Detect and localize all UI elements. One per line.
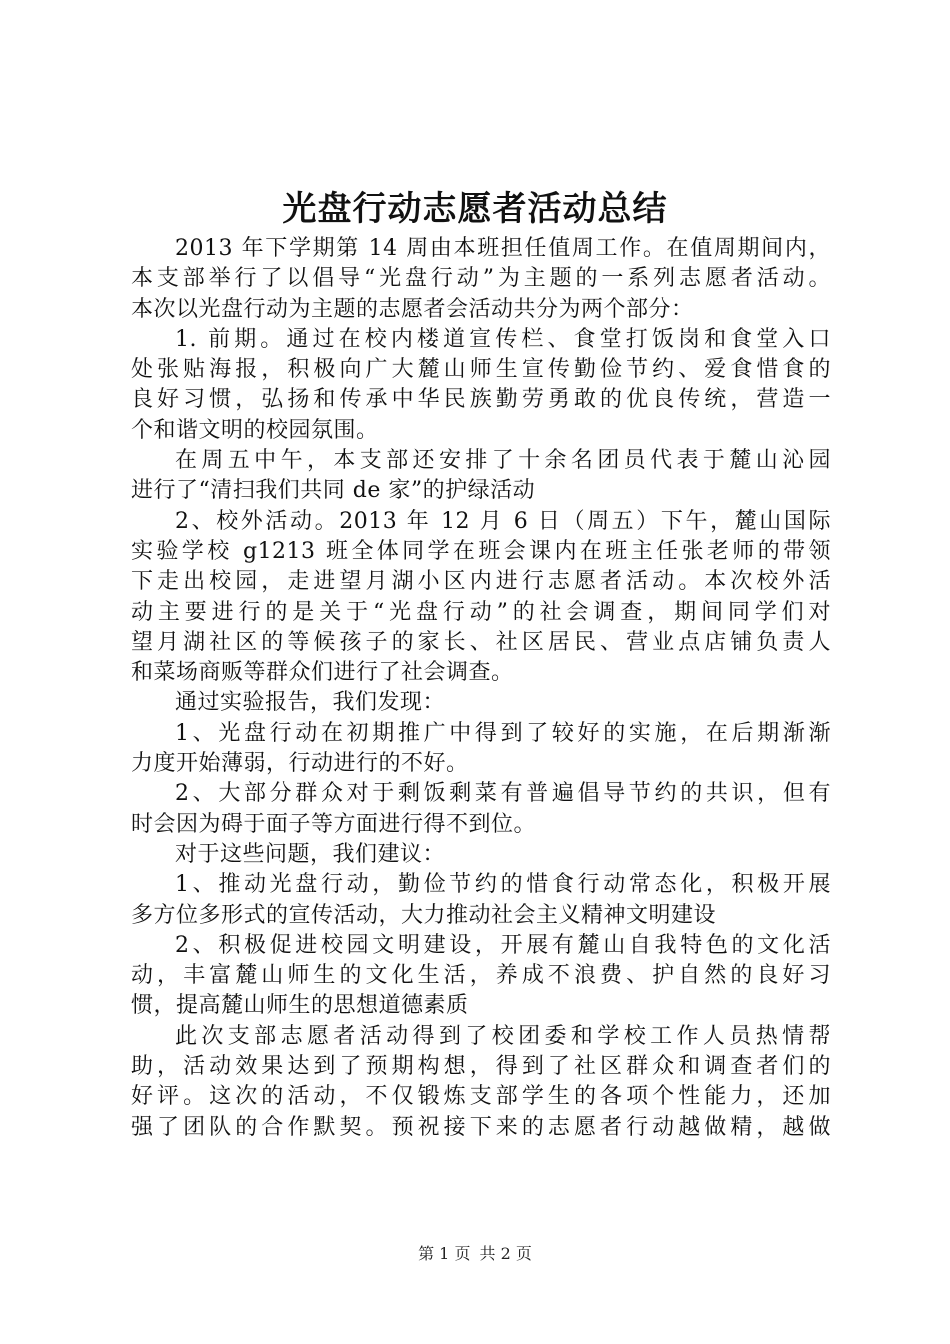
text-line: 助，活动效果达到了预期构想，得到了社区群众和调查者们的	[131, 1054, 831, 1080]
text-line: 本支部举行了以倡导“光盘行动”为主题的一系列志愿者活动。	[131, 266, 831, 292]
page-number: 第 1 页	[418, 1244, 471, 1263]
text-line: 此次支部志愿者活动得到了校团委和学校工作人员热情帮	[175, 1023, 831, 1049]
text-line: 力度开始薄弱，行动进行的不好。	[131, 751, 469, 777]
text-line: 动主要进行的是关于“光盘行动”的社会调查，期间同学们对	[131, 599, 831, 625]
text-line: 进行了“清扫我们共同 de 家”的护绿活动	[131, 478, 536, 504]
text-line: 和菜场商贩等群众们进行了社会调查。	[131, 660, 514, 686]
text-line: 望月湖社区的等候孩子的家长、社区居民、营业点店铺负责人	[131, 629, 831, 655]
text-line: 处张贴海报，积极向广大麓山师生宣传勤俭节约、爱食惜食的	[131, 357, 831, 383]
text-line: 通过实验报告，我们发现：	[175, 690, 446, 716]
text-line: 动，丰富麓山师生的文化生活，养成不浪费、护自然的良好习	[131, 963, 831, 989]
text-line: 2013 年下学期第 14 周由本班担任值周工作。在值周期间内，	[175, 236, 831, 261]
text-line: 惯，提高麓山师生的思想道德素质	[131, 993, 469, 1019]
text-line: 个和谐文明的校园氛围。	[131, 417, 379, 443]
text-line: 1、推动光盘行动，勤俭节约的惜食行动常态化，积极开展	[175, 872, 831, 898]
text-line: 1. 前期。通过在校内楼道宣传栏、食堂打饭岗和食堂入口	[175, 326, 831, 352]
text-line: 2、大部分群众对于剩饭剩菜有普遍倡导节约的共识，但有	[175, 781, 831, 807]
text-line: 良好习惯，弘扬和传承中华民族勤劳勇敢的优良传统，营造一	[131, 387, 831, 413]
text-line: 2、积极促进校园文明建设，开展有麓山自我特色的文化活	[175, 932, 831, 958]
page-total: 共 2 页	[479, 1244, 532, 1263]
text-line: 1、光盘行动在初期推广中得到了较好的实施，在后期渐渐	[175, 720, 831, 746]
text-line: 实验学校 g1213 班全体同学在班会课内在班主任张老师的带领	[131, 538, 831, 564]
page-footer	[0, 1243, 950, 1265]
text-line: 对于这些问题，我们建议：	[175, 841, 446, 867]
text-line: 多方位多形式的宣传活动，大力推动社会主义精神文明建设	[131, 902, 717, 928]
text-line: 好评。这次的活动，不仅锻炼支部学生的各项个性能力，还加	[131, 1084, 831, 1110]
text-line: 在周五中午，本支部还安排了十余名团员代表于麓山沁园	[175, 448, 831, 474]
text-line: 时会因为碍于面子等方面进行得不到位。	[131, 811, 537, 837]
document-title: 光盘行动志愿者活动总结	[282, 189, 668, 229]
text-line: 本次以光盘行动为主题的志愿者会活动共分为两个部分：	[131, 296, 694, 322]
text-line: 强了团队的合作默契。预祝接下来的志愿者行动越做精，越做	[131, 1114, 831, 1140]
document-body	[131, 234, 831, 1143]
text-line: 2、校外活动。2013 年 12 月 6 日（周五）下午，麓山国际	[175, 508, 831, 534]
text-line: 下走出校园，走进望月湖小区内进行志愿者活动。本次校外活	[131, 569, 831, 595]
